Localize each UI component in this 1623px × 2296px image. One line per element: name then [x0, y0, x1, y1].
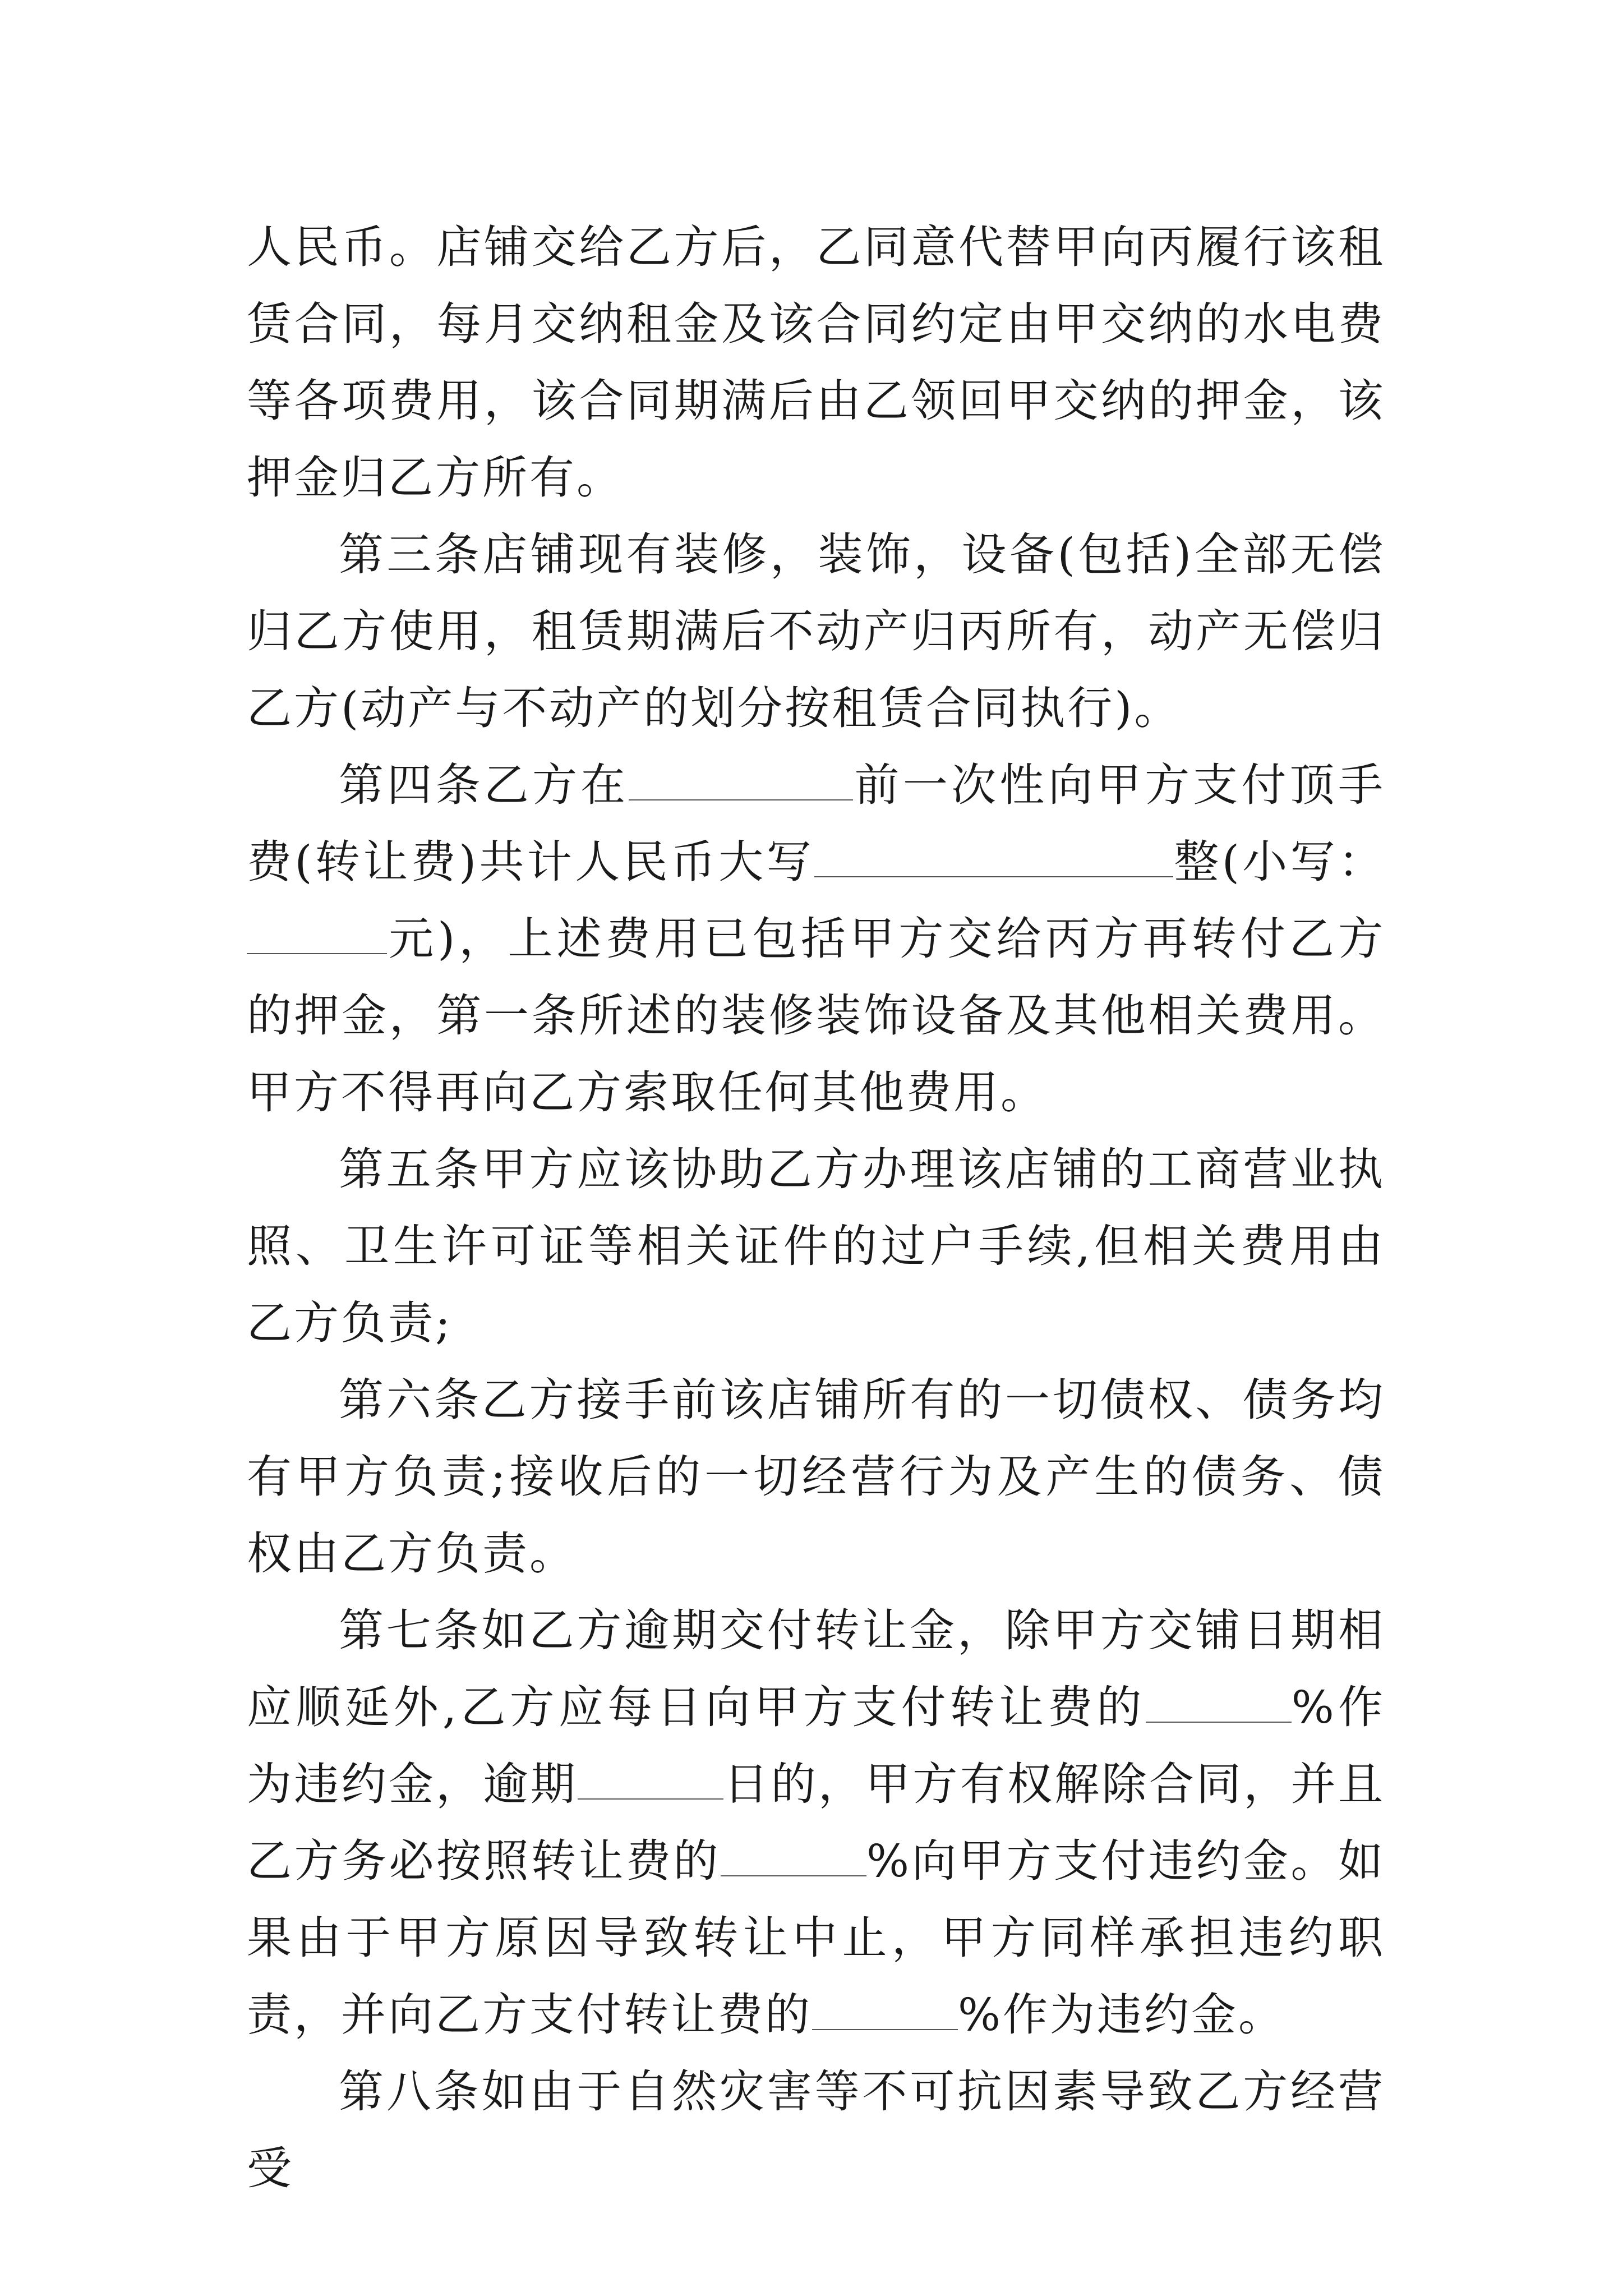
paragraph-article-3: 第三条店铺现有装修，装饰，设备(包括)全部无偿归乙方使用，租赁期满后不动产归丙所有，动产无偿归乙方(动产与不动产的划分按租赁合同执行)。: [247, 528, 1385, 734]
article-4-text-2: 前一次性向甲方支付顶手费(转让费)共计人民币大写: [247, 759, 1386, 888]
amount-in-words-blank: [814, 837, 1173, 877]
overdue-days-blank: [578, 1759, 723, 1800]
article-7-text-4: %向甲方支付违约金。如果由于甲方原因导致转让中止，甲方同样承担违约职责，并向乙方支付转让费的: [247, 1835, 1386, 2041]
article-4-text-1: 第四条乙方在: [339, 759, 629, 811]
seller-penalty-rate-blank: [812, 1990, 958, 2030]
paragraph-rent-handover: 人民币。店铺交给乙方后，乙同意代替甲向丙履行该租赁合同，每月交纳租金及该合同约定由甲交纳的水电费等各项费用，该合同期满后由乙领回甲交纳的押金，该押金归乙方所有。: [247, 221, 1385, 504]
amount-in-figures-blank: [247, 914, 387, 954]
article-4-text-3: 整(小写：: [1173, 836, 1385, 888]
contract-text: [247, 209, 1385, 2207]
termination-penalty-rate-blank: [721, 1836, 866, 1876]
paragraph-article-8: 第八条如由于自然灾害等不可抗因素导致乙方经营受: [247, 2065, 1385, 2194]
article-4-text-4: 元)，上述费用已包括甲方交给丙方再转付乙方的押金，第一条所述的装修装饰设备及其他相关费用。甲方不得再向乙方索取任何其他费用。: [247, 913, 1385, 1119]
article-7-text-1: 第七条如乙方逾期交付转让金，除甲方交铺日期相应顺延外,乙方应每日向甲方支付转让费的: [247, 1604, 1385, 1733]
paragraph-article-7: [247, 1592, 1385, 2053]
paragraph-article-6: 第六条乙方接手前该店铺所有的一切债权、债务均有甲方负责;接收后的一切经营行为及产生的债务、债权由乙方负责。: [247, 1374, 1385, 1580]
article-7-text-2: %作为违约金，逾期: [247, 1681, 1385, 1810]
article-7-text-3: 日的，甲方有权解除合同，并且乙方务必按照转让费的: [247, 1758, 1385, 1887]
article-7-text-5: %作为违约金。: [958, 1989, 1286, 2041]
paragraph-article-4: [247, 747, 1385, 1131]
payment-date-blank: [629, 760, 853, 800]
daily-penalty-rate-blank: [1146, 1682, 1292, 1723]
paragraph-article-5: 第五条甲方应该协助乙方办理该店铺的工商营业执照、卫生许可证等相关证件的过户手续,但相关费用由乙方负责;: [247, 1143, 1385, 1349]
